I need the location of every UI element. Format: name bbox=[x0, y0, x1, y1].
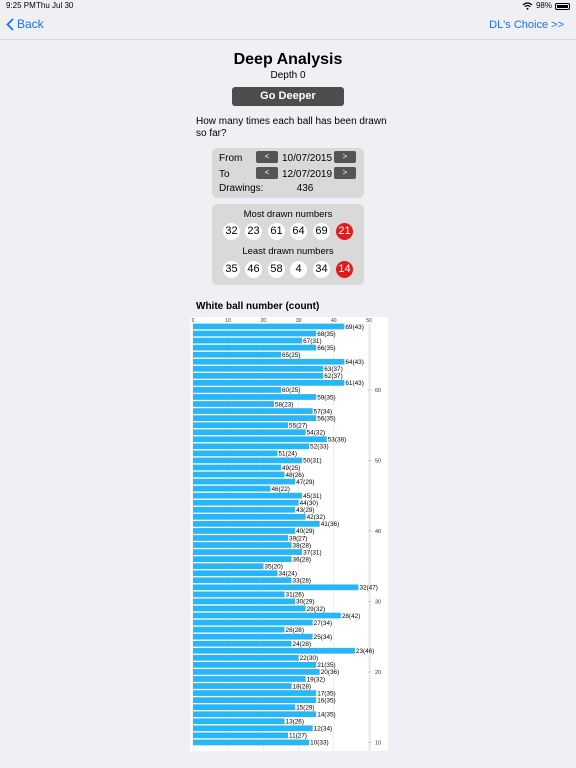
from-label: From bbox=[219, 153, 243, 164]
bar bbox=[193, 584, 358, 590]
least-ball: 35 bbox=[223, 261, 240, 278]
bar-label: 43(29) bbox=[296, 507, 315, 515]
x-tick-label: 10 bbox=[225, 318, 231, 324]
bar-label: 59(35) bbox=[317, 394, 336, 402]
bar-label: 40(29) bbox=[296, 528, 315, 536]
bar-label: 55(27) bbox=[289, 422, 308, 430]
bar bbox=[193, 733, 288, 739]
bar-label: 21(35) bbox=[317, 662, 336, 670]
bar bbox=[193, 620, 313, 626]
back-label: Back bbox=[17, 17, 44, 31]
question-text: How many times each ball has been drawn so far? bbox=[196, 116, 387, 139]
bar bbox=[193, 458, 302, 464]
bar-label: 63(37) bbox=[324, 366, 343, 374]
bar-label: 49(25) bbox=[282, 464, 301, 472]
drawings-label: Drawings: bbox=[219, 183, 264, 194]
bar-label: 16(35) bbox=[317, 697, 336, 705]
bar bbox=[193, 415, 316, 421]
bar-label: 23(46) bbox=[355, 648, 375, 656]
dl-choice-link[interactable]: DL's Choice >> bbox=[489, 19, 564, 31]
status-time: 9:25 PM bbox=[6, 1, 36, 10]
bar bbox=[193, 641, 292, 647]
bar bbox=[193, 324, 344, 330]
bar-label: 67(31) bbox=[303, 337, 322, 345]
bar bbox=[193, 486, 270, 492]
bar-label: 35(20) bbox=[264, 563, 283, 571]
right-axis-label: 60 bbox=[375, 387, 382, 394]
right-axis-label: 50 bbox=[375, 458, 382, 465]
wifi-icon bbox=[522, 2, 533, 10]
bar-label: 58(23) bbox=[274, 401, 294, 409]
bar bbox=[193, 655, 299, 661]
to-next-button[interactable]: > bbox=[334, 167, 356, 179]
bar bbox=[193, 563, 263, 569]
bar bbox=[193, 408, 313, 414]
bar bbox=[193, 634, 313, 640]
bar bbox=[193, 345, 316, 351]
bar-label: 22(30) bbox=[299, 655, 319, 663]
from-date: 10/07/2015 bbox=[282, 153, 333, 164]
right-axis-label: 20 bbox=[375, 669, 382, 676]
bar-label: 24(28) bbox=[292, 641, 312, 648]
most-ball: 32 bbox=[223, 223, 240, 240]
bar-label: 48(26) bbox=[285, 471, 305, 479]
bar bbox=[193, 472, 285, 478]
right-axis-label: 10 bbox=[375, 740, 382, 747]
x-tick-label: 20 bbox=[260, 318, 267, 324]
bar bbox=[193, 479, 295, 485]
bar-label: 62(37) bbox=[324, 373, 343, 381]
bar bbox=[193, 556, 292, 562]
least-ball: 34 bbox=[313, 261, 330, 278]
page-title: Deep Analysis bbox=[233, 51, 343, 68]
x-tick-label: 40 bbox=[331, 318, 337, 324]
least-drawn-title: Least drawn numbers bbox=[242, 246, 334, 257]
bar bbox=[193, 359, 344, 365]
least-ball: 4 bbox=[290, 261, 307, 278]
bar-label: 68(35) bbox=[317, 330, 336, 338]
bar-label: 17(35) bbox=[317, 690, 336, 698]
bar bbox=[193, 740, 309, 746]
bar-label: 12(34) bbox=[313, 725, 333, 733]
most-drawn-title: Most drawn numbers bbox=[243, 209, 333, 220]
bar bbox=[193, 711, 316, 717]
battery-icon bbox=[555, 3, 570, 10]
bar-label: 42(32) bbox=[306, 514, 326, 522]
bar bbox=[193, 401, 274, 407]
bar bbox=[193, 606, 306, 612]
most-ball: 61 bbox=[268, 223, 285, 240]
to-prev-button[interactable]: < bbox=[256, 167, 278, 179]
bar-label: 37(31) bbox=[303, 549, 322, 557]
bar-label: 11(27) bbox=[289, 732, 308, 740]
to-date: 12/07/2019 bbox=[282, 169, 333, 180]
bar bbox=[193, 676, 306, 682]
bar-label: 47(29) bbox=[296, 478, 315, 486]
depth-label: Depth 0 bbox=[270, 70, 306, 81]
bar-label: 28(42) bbox=[341, 612, 361, 620]
chart-title: White ball number (count) bbox=[196, 301, 320, 312]
least-ball: 46 bbox=[245, 261, 262, 278]
bar-label: 65(25) bbox=[282, 351, 301, 359]
status-right bbox=[522, 0, 570, 12]
right-axis-label: 40 bbox=[375, 528, 382, 535]
bar-label: 29(32) bbox=[306, 605, 326, 613]
least-red-ball: 14 bbox=[336, 261, 353, 278]
bar bbox=[193, 352, 281, 358]
bar bbox=[193, 704, 295, 710]
bar bbox=[193, 662, 316, 668]
bar-label: 50(31) bbox=[303, 457, 322, 465]
bar-label: 31(26) bbox=[285, 591, 305, 599]
bar bbox=[193, 528, 295, 534]
bar bbox=[193, 500, 299, 506]
bar bbox=[193, 373, 323, 379]
bar bbox=[193, 549, 302, 555]
bar-label: 39(27) bbox=[289, 535, 308, 543]
battery-percent: 98% bbox=[535, 1, 552, 10]
bar-label: 56(35) bbox=[317, 415, 336, 423]
bar-label: 34(24) bbox=[278, 570, 297, 578]
x-tick-label: 0 bbox=[191, 318, 195, 324]
bar bbox=[193, 521, 320, 527]
x-tick-label: 30 bbox=[295, 318, 302, 324]
bar bbox=[193, 725, 313, 731]
bar bbox=[193, 394, 316, 400]
to-label: To bbox=[219, 169, 230, 180]
bar-label: 36(28) bbox=[292, 556, 312, 564]
right-axis-label: 30 bbox=[375, 599, 382, 606]
bar-label: 32(47) bbox=[359, 584, 378, 592]
bar bbox=[193, 380, 344, 386]
bar bbox=[193, 697, 316, 703]
least-ball: 58 bbox=[268, 261, 285, 278]
bar-label: 15(29) bbox=[296, 704, 315, 712]
bar-label: 61(43) bbox=[345, 380, 364, 388]
bar-chart-svg bbox=[190, 317, 388, 751]
bar bbox=[193, 443, 309, 449]
status-date: Thu Jul 30 bbox=[36, 1, 74, 10]
bar bbox=[193, 599, 295, 605]
bar bbox=[193, 577, 292, 583]
bar-label: 64(43) bbox=[345, 359, 364, 366]
nav-bar bbox=[0, 12, 576, 40]
bar-label: 33(28) bbox=[292, 577, 312, 585]
x-tick-label: 50 bbox=[366, 318, 372, 324]
bar bbox=[193, 613, 341, 619]
bar-label: 10(33) bbox=[310, 739, 329, 747]
bar-label: 27(34) bbox=[313, 619, 333, 627]
bar bbox=[193, 387, 281, 393]
bar-label: 69(43) bbox=[345, 323, 364, 331]
bar-label: 51(24) bbox=[278, 450, 297, 458]
bar bbox=[193, 669, 320, 675]
bar bbox=[193, 465, 281, 471]
status-bar bbox=[0, 0, 576, 12]
bar bbox=[193, 436, 327, 442]
bar bbox=[193, 535, 288, 541]
from-next-button[interactable]: > bbox=[334, 151, 356, 163]
bar bbox=[193, 592, 285, 598]
bar-label: 57(34) bbox=[313, 408, 333, 416]
drawn-numbers-panel bbox=[212, 204, 364, 285]
bar bbox=[193, 570, 277, 576]
bar bbox=[193, 514, 306, 520]
bar-label: 45(31) bbox=[303, 492, 322, 500]
chevron-left-icon bbox=[6, 18, 14, 31]
bar bbox=[193, 683, 292, 689]
most-ball: 64 bbox=[290, 223, 307, 240]
date-range-panel bbox=[212, 148, 364, 198]
bar bbox=[193, 422, 288, 428]
bar bbox=[193, 542, 292, 548]
most-ball: 69 bbox=[313, 223, 330, 240]
bar-label: 14(35) bbox=[317, 711, 336, 719]
most-red-ball: 21 bbox=[336, 223, 353, 240]
most-ball: 23 bbox=[245, 223, 262, 240]
bar bbox=[193, 331, 316, 337]
bar-label: 44(30) bbox=[299, 500, 319, 507]
bar bbox=[193, 690, 316, 696]
bar bbox=[193, 648, 355, 654]
bar bbox=[193, 627, 285, 633]
bar bbox=[193, 338, 302, 344]
bar-label: 18(28) bbox=[292, 683, 312, 691]
ball-count-chart[interactable] bbox=[190, 317, 388, 751]
back-button[interactable] bbox=[6, 17, 44, 31]
from-prev-button[interactable]: < bbox=[256, 151, 278, 163]
bar bbox=[193, 493, 302, 499]
bar bbox=[193, 366, 323, 372]
bar-label: 60(25) bbox=[282, 387, 301, 395]
bar-label: 26(28) bbox=[285, 626, 305, 634]
bar-label: 38(28) bbox=[292, 542, 312, 550]
bar-label: 66(35) bbox=[317, 344, 336, 352]
bar-label: 25(34) bbox=[313, 633, 333, 641]
bar-label: 30(29) bbox=[296, 598, 315, 606]
bar bbox=[193, 451, 277, 457]
bar-label: 20(36) bbox=[320, 669, 340, 677]
bar-label: 46(22) bbox=[271, 485, 290, 493]
bar-label: 52(33) bbox=[310, 443, 329, 451]
bar bbox=[193, 429, 306, 435]
bar-label: 13(26) bbox=[285, 718, 305, 726]
bar bbox=[193, 718, 285, 724]
bar-label: 41(36) bbox=[320, 521, 340, 529]
bar-label: 53(38) bbox=[327, 436, 347, 444]
bar-label: 54(32) bbox=[306, 429, 326, 437]
go-deeper-button[interactable]: Go Deeper bbox=[232, 87, 344, 106]
drawings-count: 436 bbox=[296, 183, 314, 194]
bar bbox=[193, 507, 295, 513]
bar-label: 19(32) bbox=[306, 676, 326, 684]
